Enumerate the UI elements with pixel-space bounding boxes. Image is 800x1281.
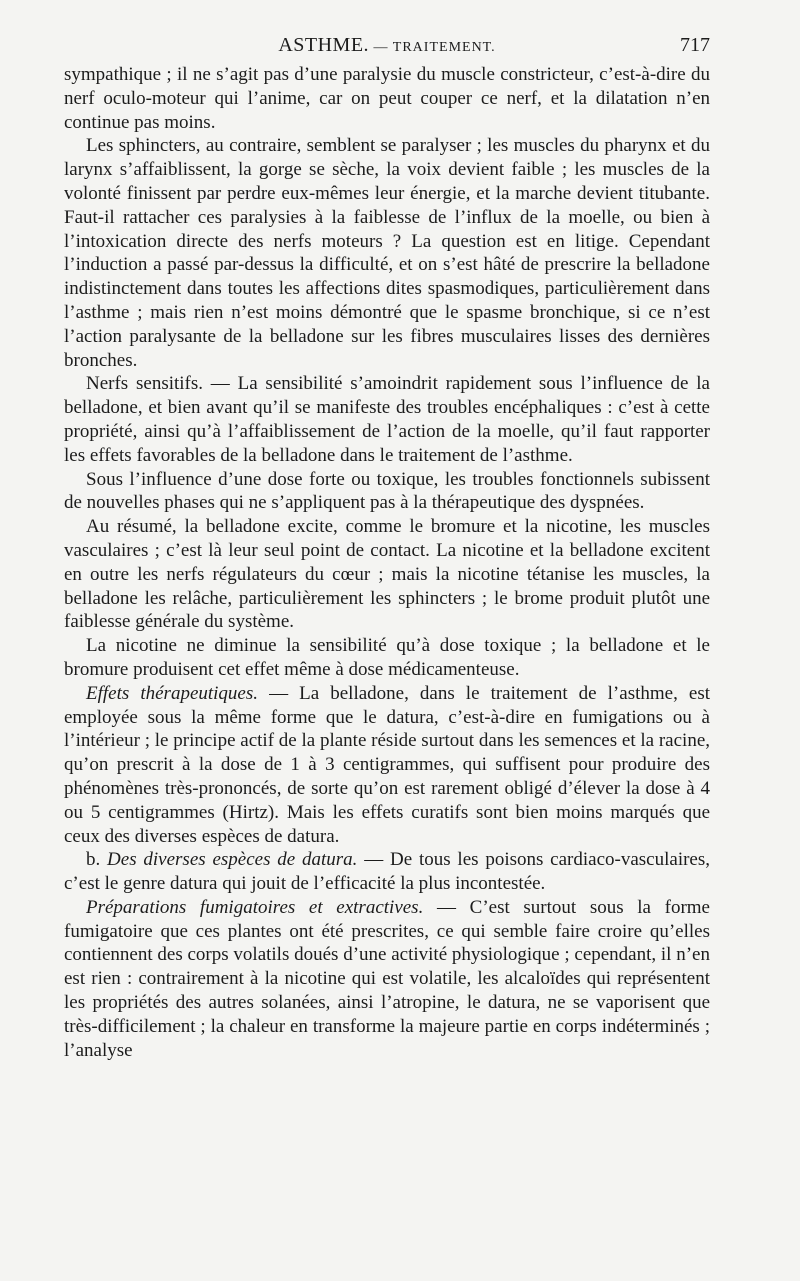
paragraph: [64, 372, 710, 467]
running-title: [64, 30, 710, 63]
paragraph: [64, 468, 710, 516]
body-text: [64, 63, 710, 1062]
text-run: Au résumé, la belladone excite, comme le bromure et la nicotine, les muscles vasculaires ; c’est là leur seul point de contact. La nicotine et la belladone excitent en outre les nerfs régulateurs du cœur ; mais la nicotine tétanise les muscles, la belladone les relâche, particulièrement les sphincters ; le brome produit plutôt une faiblesse générale du système.: [64, 516, 710, 633]
page-number: 717: [680, 34, 710, 56]
text-run: sympathique ; il ne s’agit pas d’une paralysie du muscle constricteur, c’est-à-dire du nerf oculo-moteur qui l’anime, car on peut couper ce nerf, et la dilatation n’en continue pas moins.: [64, 64, 710, 133]
paragraph: [64, 682, 710, 849]
paragraph: [64, 848, 710, 896]
text-run: La nicotine ne diminue la sensibilité qu’à dose toxique ; la belladone et le bromure produisent cet effet même à dose médicamenteuse.: [64, 635, 710, 680]
italic-heading: Préparations fumigatoires et extractives.: [86, 896, 424, 918]
running-header: [64, 30, 710, 60]
running-title-sub: TRAITEMENT.: [392, 40, 496, 55]
text-run: — De tous les poisons cardiaco-vasculaires, c’est le genre datura qui jouit de l’efficacité la plus incontestée.: [64, 849, 711, 895]
paragraph: [64, 63, 710, 134]
italic-heading: Effets thérapeutiques.: [86, 682, 259, 704]
text-run: Nerfs sensitifs. — La sensibilité s’amoindrit rapidement sous l’influence de la belladone, et bien avant qu’il se manifeste des troubles encéphaliques : c’est à cette propriété, ainsi qu’à l’affaiblissement de l’action de la moelle, qu’il faut rapporter les effets favorables de la belladone dans le traitement de l’asthme.: [64, 373, 710, 466]
paragraph: [64, 896, 710, 1063]
running-title-main: ASTHME.: [278, 34, 370, 56]
text-run: b.: [86, 849, 108, 871]
paragraph: [64, 134, 710, 372]
italic-heading: Des diverses espèces de datura.: [107, 849, 358, 871]
text-run: — La belladone, dans le traitement de l’asthme, est employée sous la même forme que le datura, c’est-à-dire en fumigations ou à l’intérieur ; le principe actif de la plante réside surtout dans les semences et la racine, qu’on prescrit à la dose de 1 à 3 centigrammes, qui suffisent pour produire des phénomènes très-prononcés, de sorte qu’on est rarement obligé d’élever la dose à 4 ou 5 centigrammes (Hirtz). Mais les effets curatifs sont bien moins marqués que ceux des diverses espèces de datura.: [64, 682, 710, 847]
paragraph: [64, 634, 710, 682]
text-run: Sous l’influence d’une dose forte ou toxique, les troubles fonctionnels subissent de nouvelles phases qui ne s’appliquent pas à la thérapeutique des dyspnées.: [64, 468, 710, 514]
text-run: — C’est surtout sous la forme fumigatoire que ces plantes ont été prescrites, ce qui semble faire croire qu’elles contiennent des corps volatils doués d’une activité physiologique ; cependant, il n’en est rien : contrairement à la nicotine qui est volatile, les alcaloïdes qui représentent les propriétés des autres solanées, ainsi l’atropine, le datura, ne se vaporisent que très-difficilement ; la chaleur en transforme la majeure partie en corps indéterminés ; l’analyse: [64, 896, 710, 1061]
paragraph: [64, 515, 710, 634]
running-title-separator: —: [369, 40, 393, 55]
text-run: Les sphincters, au contraire, semblent se paralyser ; les muscles du pharynx et du larynx s’affaiblissent, la gorge se sèche, la voix devient faible ; les muscles de la volonté finissent par perdre eux-mêmes leur énergie, et la marche devient titubante. Faut-il rattacher ces paralysies à la faiblesse de l’influx de la moelle, ou bien à l’intoxication directe des nerfs moteurs ? La question est en litige. Cependant l’induction a passé par-dessus la difficulté, et on s’est hâté de prescrire la belladone indistinctement dans toutes les affections dites spasmodiques, particulièrement dans l’asthme ; mais rien n’est moins démontré que le spasme bronchique, si ce n’est l’action paralysante de la belladone sur les fibres musculaires lisses des dernières bronches.: [64, 135, 710, 371]
